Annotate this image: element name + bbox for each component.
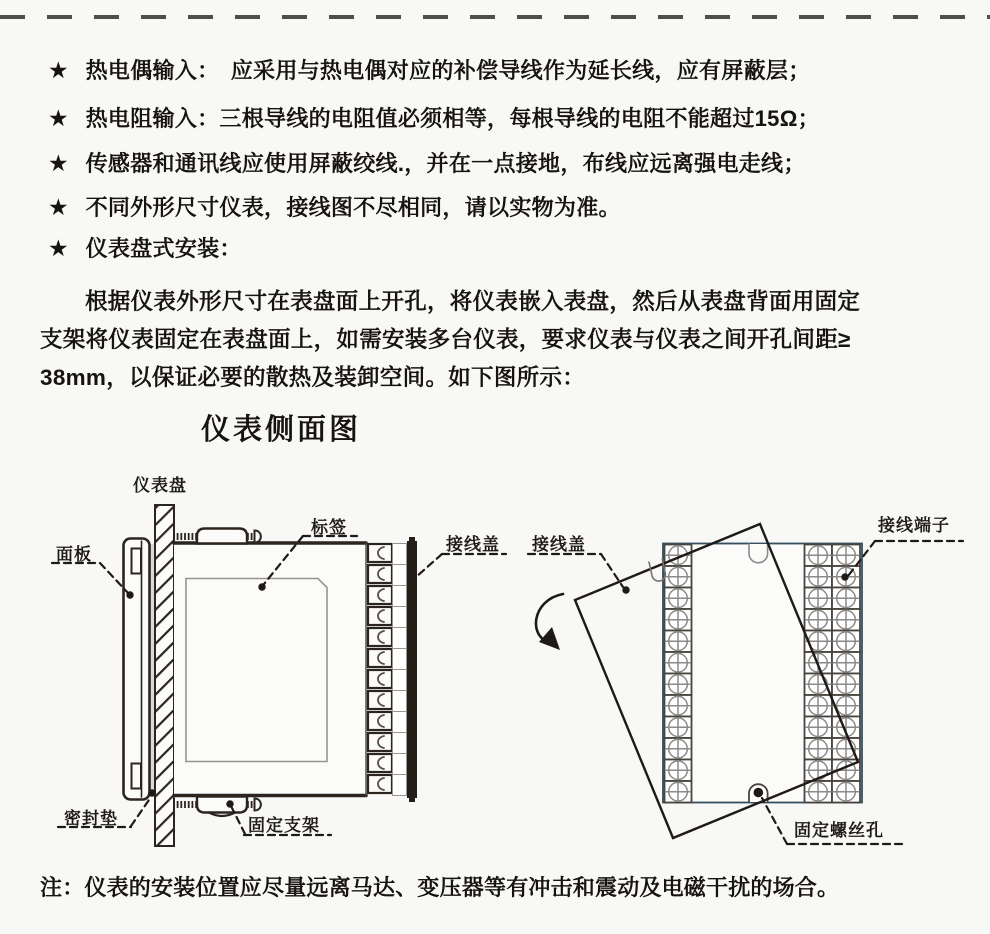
panel-wall-hatched-bar [155, 505, 174, 846]
bullet-text: 热电偶输入： 应采用与热电偶对应的补偿导线作为延长线，应有屏蔽层； [85, 58, 811, 83]
paragraph-line: 38mm，以保证必要的散热及装卸空间。如下图所示： [40, 365, 586, 390]
diagram-title: 仪表侧面图 [201, 414, 362, 446]
panel-board-label: 仪表盘 [133, 476, 187, 495]
seal-gasket-label: 密封垫 [64, 809, 118, 828]
fixing-screw-hole-label: 固定螺丝孔 [794, 821, 884, 840]
rear-view-diagram [528, 524, 963, 844]
terminal-block-left-column [665, 545, 692, 803]
rotation-arrow-icon [536, 594, 563, 650]
top-tab-notch [749, 544, 768, 563]
bullet-text: 不同外形尺寸仪表，接线图不尽相同，请以实物为准。 [85, 195, 621, 220]
terminal-block-label: 接线端子 [878, 516, 950, 535]
terminal-divider-column [393, 544, 407, 796]
terminal-cover-label-side: 接线盖 [446, 535, 500, 554]
star-bullet-icon: ★ [48, 194, 69, 220]
terminal-cover-label-rear: 接线盖 [532, 535, 586, 554]
star-bullet-icon: ★ [48, 150, 69, 176]
label-sticker-label: 标签 [311, 518, 347, 537]
bullet-text: 热电阻输入：三根导线的电阻值必须相等，每根导线的电阻不能超过15Ω； [85, 106, 820, 131]
installation-note: 注：仪表的安装位置应尽量远离马达、变压器等有冲击和震动及电磁干扰的场合。 [40, 875, 840, 900]
terminal-ladder [368, 544, 392, 793]
paragraph-line: 根据仪表外形尺寸在表盘面上开孔，将仪表嵌入表盘，然后从表盘背面用固定 [85, 289, 861, 314]
star-bullet-icon: ★ [48, 57, 69, 83]
fixing-bracket-label: 固定支架 [248, 816, 320, 835]
terminal-cover-bar [407, 537, 417, 802]
star-bullet-icon: ★ [48, 105, 69, 131]
front-panel-label: 面板 [56, 545, 92, 564]
label-sticker-area [186, 579, 327, 762]
front-panel-bezel [124, 539, 150, 800]
bullet-text: 传感器和通讯线应使用屏蔽绞线.，并在一点接地，布线应远离强电走线； [85, 151, 806, 176]
star-bullet-icon: ★ [48, 235, 69, 261]
bullet-text: 仪表盘式安装： [85, 236, 242, 261]
paragraph-line: 支架将仪表固定在表盘面上，如需安装多台仪表，要求仪表与仪表之间开孔间距≥ [40, 327, 851, 352]
side-view-diagram [52, 505, 506, 846]
